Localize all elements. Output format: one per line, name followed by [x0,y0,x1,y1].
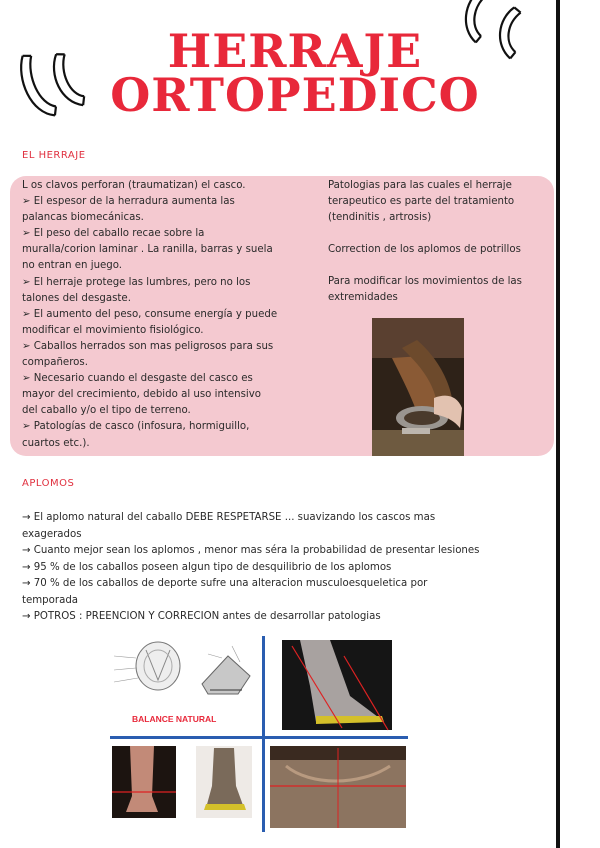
hoof-sole-photo [270,746,406,828]
herraje-left-column [22,178,310,452]
aplomos-line: temporada [22,594,79,606]
herraje-line: compañeros. [22,357,88,369]
aplomos-line: → 95 % de los caballos poseen algun tipo de desquilibrio de los aplomos [22,561,392,573]
page-title-line-1: HERRAJE [167,24,423,78]
hoof-side-photo [282,640,392,730]
page-border-right [556,0,560,848]
horseshoe-icon-left [12,30,104,125]
herraje-line: mayor del crecimiento, debido al uso intensivo [22,389,262,401]
herraje-line: talones del desgaste. [22,292,131,304]
farrier-hoof-photo [372,318,464,456]
herraje-line: palancas biomecánicas. [22,212,144,224]
herraje-line: ➢ Necesario cuando el desgaste del casco es [22,373,253,385]
balance-collage [110,636,408,832]
herraje-line: L os clavos perforan (traumatizan) el casco. [22,180,246,191]
herraje-line: del caballo y/o el tipo de terreno. [22,405,191,417]
herraje-line: ➢ El espesor de la herradura aumenta las [22,196,235,208]
page-title-line-2: ORTOPEDICO [110,68,480,122]
herraje-right-column [328,178,540,323]
aplomos-list [22,510,542,626]
herraje-line: modificar el movimiento fisiológico. [22,324,204,336]
figure-caption: BALANCE NATURAL [132,714,217,724]
hoof-front-photo-1 [112,746,176,818]
aplomos-line: → 70 % de los caballos de deporte sufre una alteracion musculoesqueletica por [22,578,428,589]
herraje-line: ➢ Caballos herrados son mas peligrosos para sus [22,340,274,352]
hoof-front-photo-2 [196,746,252,818]
aplomos-line: → POTROS : PREENCION Y CORRECION antes de desarrollar patologias [22,611,381,622]
herraje-line: ➢ El aumento del peso, consume energía y puede [22,308,278,320]
section-heading-herraje: EL HERRAJE [22,150,86,161]
aplomos-line: → El aplomo natural del caballo DEBE RESPETARSE ... suavizando los cascos mas [22,512,436,523]
balance-figure [110,636,408,832]
herraje-line: muralla/corion laminar . La ranilla, barras y suela [22,244,273,256]
hoof-diagram [114,642,250,694]
aplomos-line: exagerados [22,528,82,540]
section-heading-aplomos: APLOMOS [22,478,75,489]
herraje-line: ➢ El herraje protege las lumbres, pero no los [22,276,251,288]
herraje-right-paragraph: Patologias para las cuales el herraje terapeutico es parte del tratamiento (tendinitis , artrosis) [328,180,515,224]
herraje-line: no entran en juego. [22,260,123,272]
herraje-right-paragraph: Para modificar los movimientos de las extremidades [328,276,522,304]
aplomos-line: → Cuanto mejor sean los aplomos , menor mas séra la probabilidad de presentar lesiones [22,545,480,556]
herraje-line: ➢ El peso del caballo recae sobre la [22,228,205,240]
herraje-line: ➢ Patologías de casco (infosura, hormiguillo, [22,421,250,433]
herraje-line: cuartos etc.). [22,437,90,449]
herraje-right-paragraph: Correction de los aplomos de potrillos [328,244,521,256]
